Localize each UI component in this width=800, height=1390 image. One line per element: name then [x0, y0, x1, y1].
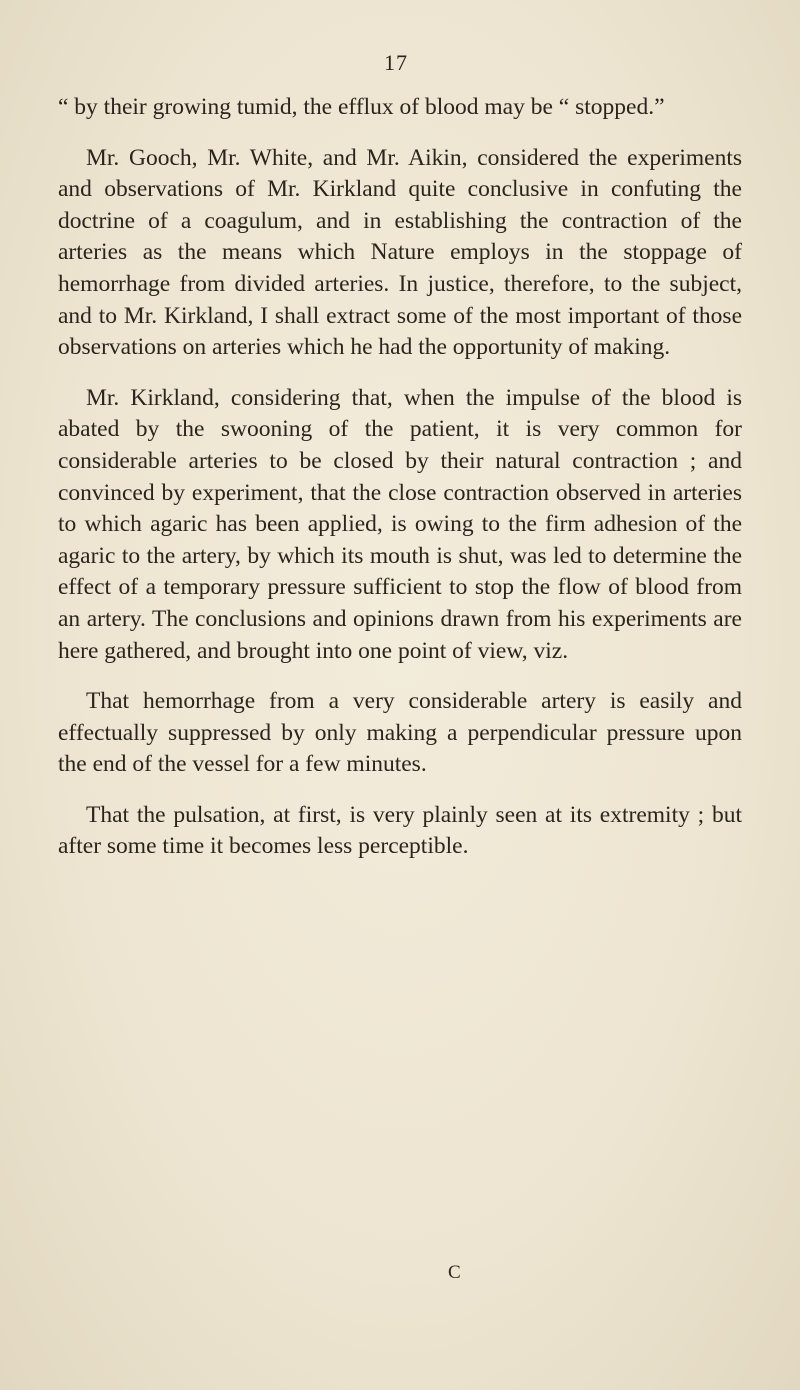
paragraph-hemorrhage-pressure: That hemorrhage from a very considerable artery is easily and effectually suppressed by only making a perpendicular pressure upon the end of the vessel for a few minutes.: [58, 688, 742, 778]
signature-mark: C: [448, 1262, 461, 1283]
paragraph-kirkland-experiments: Mr. Kirkland, considering that, when the impulse of the blood is abated by the swooning of the patient, it is very common for considerable arteries to be closed by their natural contraction ; and convinced by experiment, that the close contraction observed in arteries to which agaric has been applied, is owing to the firm adhesion of the agaric to the artery, by which its mouth is shut, was led to determine the effect of a temporary pressure sufficient to stop the flow of blood from an artery. The conclusions and opinions drawn from his experiments are here gathered, and brought into one point of view, viz.: [58, 384, 742, 664]
paragraph-quote-continuation: “ by their growing tumid, the efflux of blood may be “ stopped.”: [58, 94, 665, 120]
page-number: 17: [384, 50, 408, 75]
paragraph-gooch-white-aikin: Mr. Gooch, Mr. White, and Mr. Aikin, considered the experiments and observations of Mr. Kirkland quite conclusive in confuting the doctrine of a coagulum, and in establishing the contraction of the arteries as the means which Nature employs in the stoppage of hemorrhage from divided arteries. In justice, therefore, to the subject, and to Mr. Kirkland, I shall extract some of the most important of those observations on arteries which he had the opportunity of making.: [58, 144, 742, 361]
body-text: [58, 92, 742, 863]
paragraph-pulsation: That the pulsation, at first, is very plainly seen at its extremity ; but after some time it becomes less perceptible.: [58, 801, 742, 860]
